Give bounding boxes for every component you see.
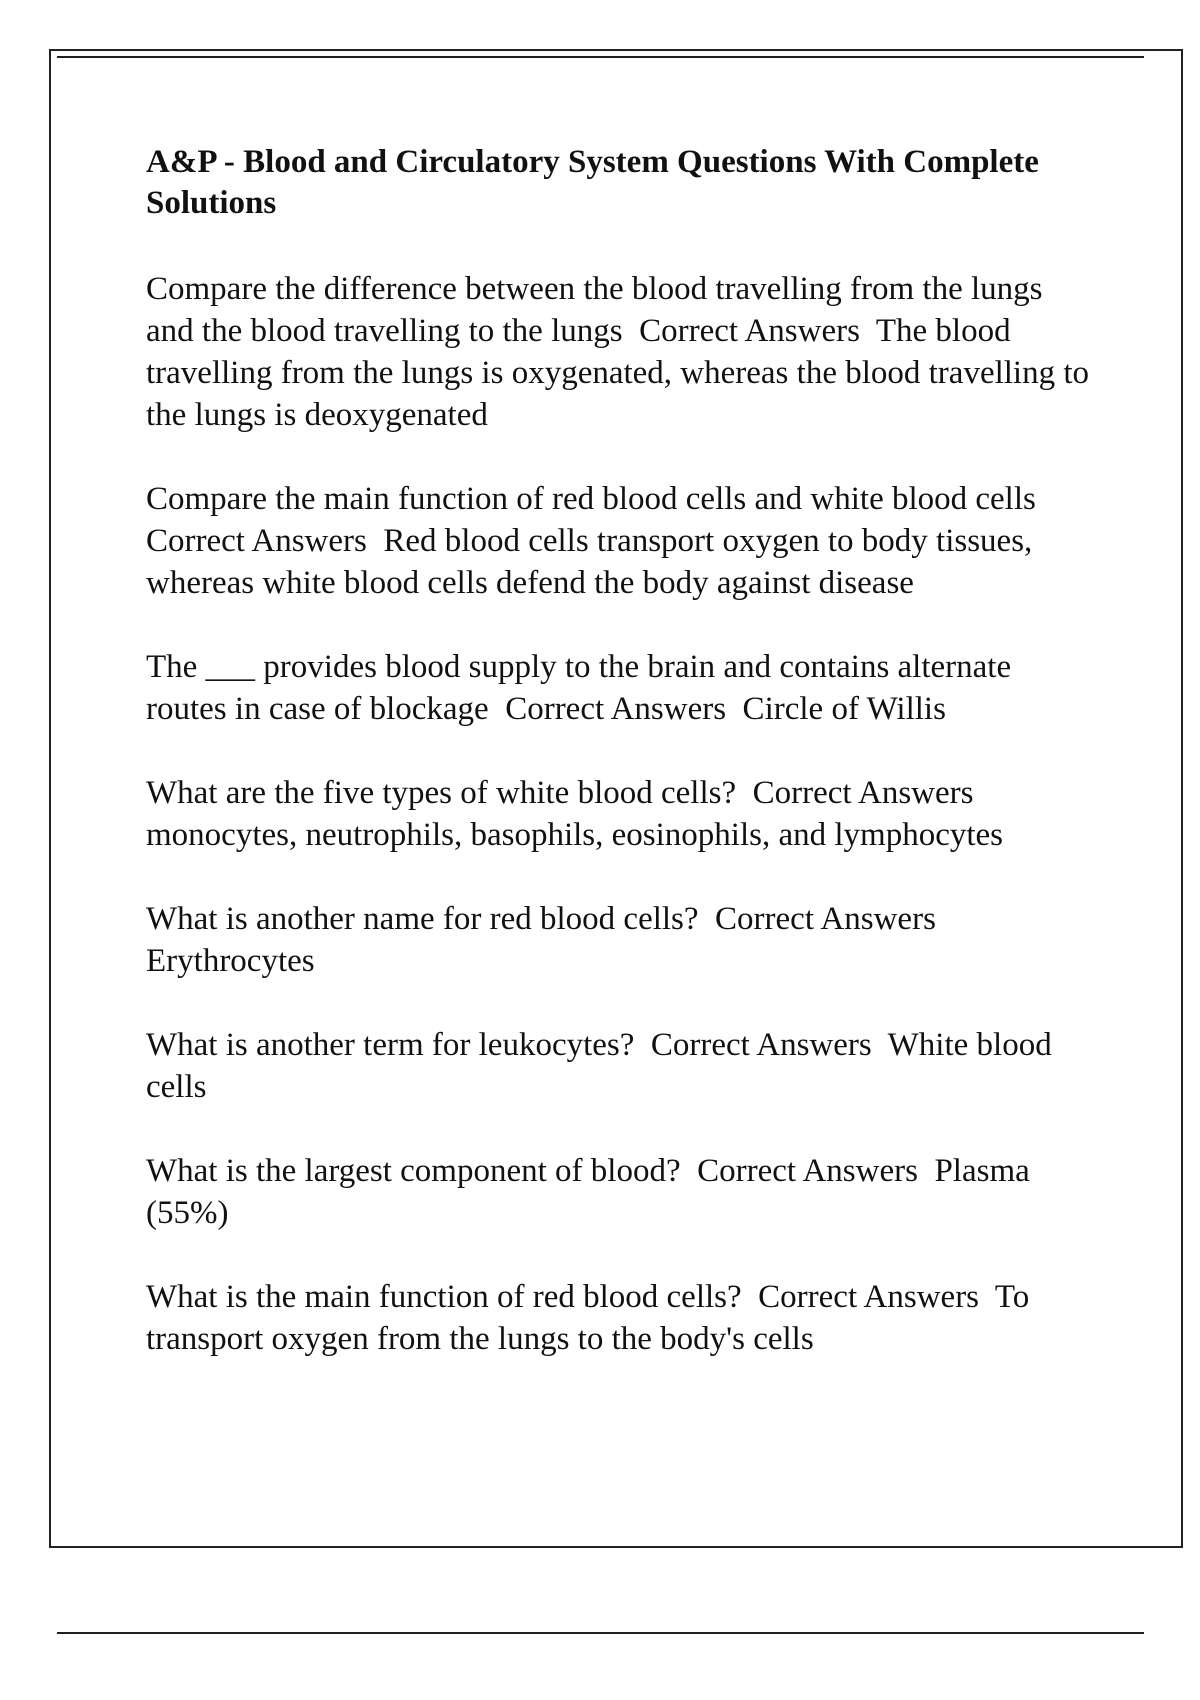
qa-item-6: What is another term for leukocytes? Correct Answers White blood cells: [146, 1027, 1060, 1105]
document-title: A&P - Blood and Circulatory System Questions With Complete Solutions: [146, 144, 1039, 221]
qa-item-7: What is the largest component of blood? Correct Answers Plasma (55%): [146, 1153, 1039, 1231]
qa-item-1: Compare the difference between the blood travelling from the lungs and the blood travelling to the lungs Correct Answers The blood travelling from the lungs is oxygenated, whereas the blood travelling to the lungs is deoxygenated: [146, 271, 1098, 433]
qa-item-8: What is the main function of red blood cells? Correct Answers To transport oxygen from the lungs to the body's cells: [146, 1279, 1038, 1357]
qa-item-3: The ___ provides blood supply to the brain and contains alternate routes in case of blockage Correct Answers Circle of Willis: [146, 649, 1020, 727]
footer-rule: [57, 1632, 1144, 1634]
qa-item-2: Compare the main function of red blood cells and white blood cells Correct Answers Red blood cells transport oxygen to body tissues, whereas white blood cells defend the body against disease: [146, 481, 1053, 601]
qa-item-4: What are the five types of white blood cells? Correct Answers monocytes, neutrophils, basophils, eosinophils, and lymphocytes: [146, 775, 1004, 853]
document-body: [146, 142, 1096, 1402]
header-rule: [57, 56, 1144, 58]
qa-item-5: What is another name for red blood cells? Correct Answers Erythrocytes: [146, 901, 953, 979]
